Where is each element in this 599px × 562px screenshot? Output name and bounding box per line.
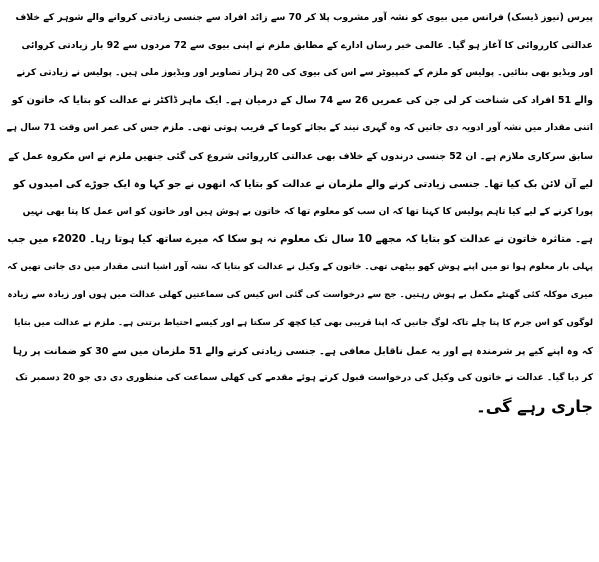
article-line: کہ وہ اپنے کیے پر شرمندہ ہے اور یہ عمل ناقابل معافی ہے۔ جنسی زیادتی کرنے والے 51 ملزمان میں سے 30 کو ضمانت پر رہا	[12, 345, 593, 357]
article-line: کر دیا گیا۔ عدالت نے خاتون کی وکیل کی درخواست قبول کرتے ہوئے مقدمے کی کھلی سماعت کی منظوری دی دی جو 20 دسمبر تک	[15, 373, 593, 384]
article-line: پیرس (نیوز ڈیسک) فرانس میں بیوی کو نشہ آور مشروب پلا کر 70 سے زائد افراد سے جنسی زیادتی کروانے والے شوہر کے خلاف	[15, 12, 593, 23]
article-line: پہلی بار معلوم ہوا تو میں اپنے ہوش کھو بیٹھی تھی۔ خاتون کے وکیل نے عدالت کو بتایا کہ نشہ آور اشیا اتنی مقدار میں دی جاتی تھیں کہ	[7, 262, 593, 273]
article-line: لوگوں کو اس جرم کا پتا چلے تاکہ لوگ جانیں کہ اپنا قریبی بھی کیا کچھ کر سکتا ہے اور کیسے احتیاط برتنی ہے۔ ملزم نے عدالت میں بتایا	[14, 317, 593, 328]
article-line: جاری رہے گی۔	[476, 397, 593, 417]
article-line: اور ویڈیو بھی بنائیں۔ پولیس کو ملزم کے کمپیوٹر سے اس کی بیوی کی 20 ہزار تصاویر اور ویڈیوز ملی ہیں۔ پولیس نے زیادتی کرنے	[16, 67, 593, 78]
article-line: لیے آن لائن بک کیا تھا۔ جنسی زیادتی کرنے والے ملزمان نے عدالت کو بتایا کہ انھوں نے جو کہا وہ ایک جوڑے کی امیدوں کو	[13, 178, 593, 190]
article-line: والے 51 افراد کی شناخت کر لی جن کی عمریں 26 سے 74 سال کے درمیان ہے۔ ایک ماہر ڈاکٹر نے عدالت کو بتایا کہ خاتون کو	[11, 95, 593, 107]
article-line: عدالتی کارروائی کا آغاز ہو گیا۔ عالمی خبر رساں ادارے کے مطابق ملزم نے اپنی بیوی سے 72 مردوں سے 92 بار زیادتی کروائی	[21, 39, 593, 51]
article-line: میری موکلہ کئی گھنٹے مکمل بے ہوش رہتیں۔ جج سے درخواست کی گئی اس کیس کی سماعتیں کھلی عدالت میں ہوں اور زیادہ سے زیادہ	[7, 289, 593, 300]
article-line: اتنی مقدار میں نشہ آور ادویہ دی جاتیں کہ وہ گہری نیند کے بجائے کوما کے قریب ہوتی تھی۔ ملزم جس کی عمر اس وقت 71 سال ہے	[6, 123, 593, 134]
article-line: ہے۔ متاثرہ خاتون نے عدالت کو بتایا کہ مجھے 10 سال تک معلوم نہ ہو سکا کہ میرے ساتھ کیا ہوتا رہا۔ 2020ء میں جب	[7, 234, 593, 246]
article-line: سابق سرکاری ملازم ہے۔ ان 52 جنسی درندوں کے خلاف بھی عدالتی کارروائی شروع کی گئی جنھیں ملزم نے اس مکروہ عمل کے	[8, 150, 593, 162]
article-line: پورا کرنے کے لیے کیا تاہم پولیس کا کہنا تھا کہ ان سب کو معلوم تھا کہ خاتون بے ہوش ہیں اور خاتون کو اس عمل کا پتا بھی نہیں	[22, 206, 593, 217]
